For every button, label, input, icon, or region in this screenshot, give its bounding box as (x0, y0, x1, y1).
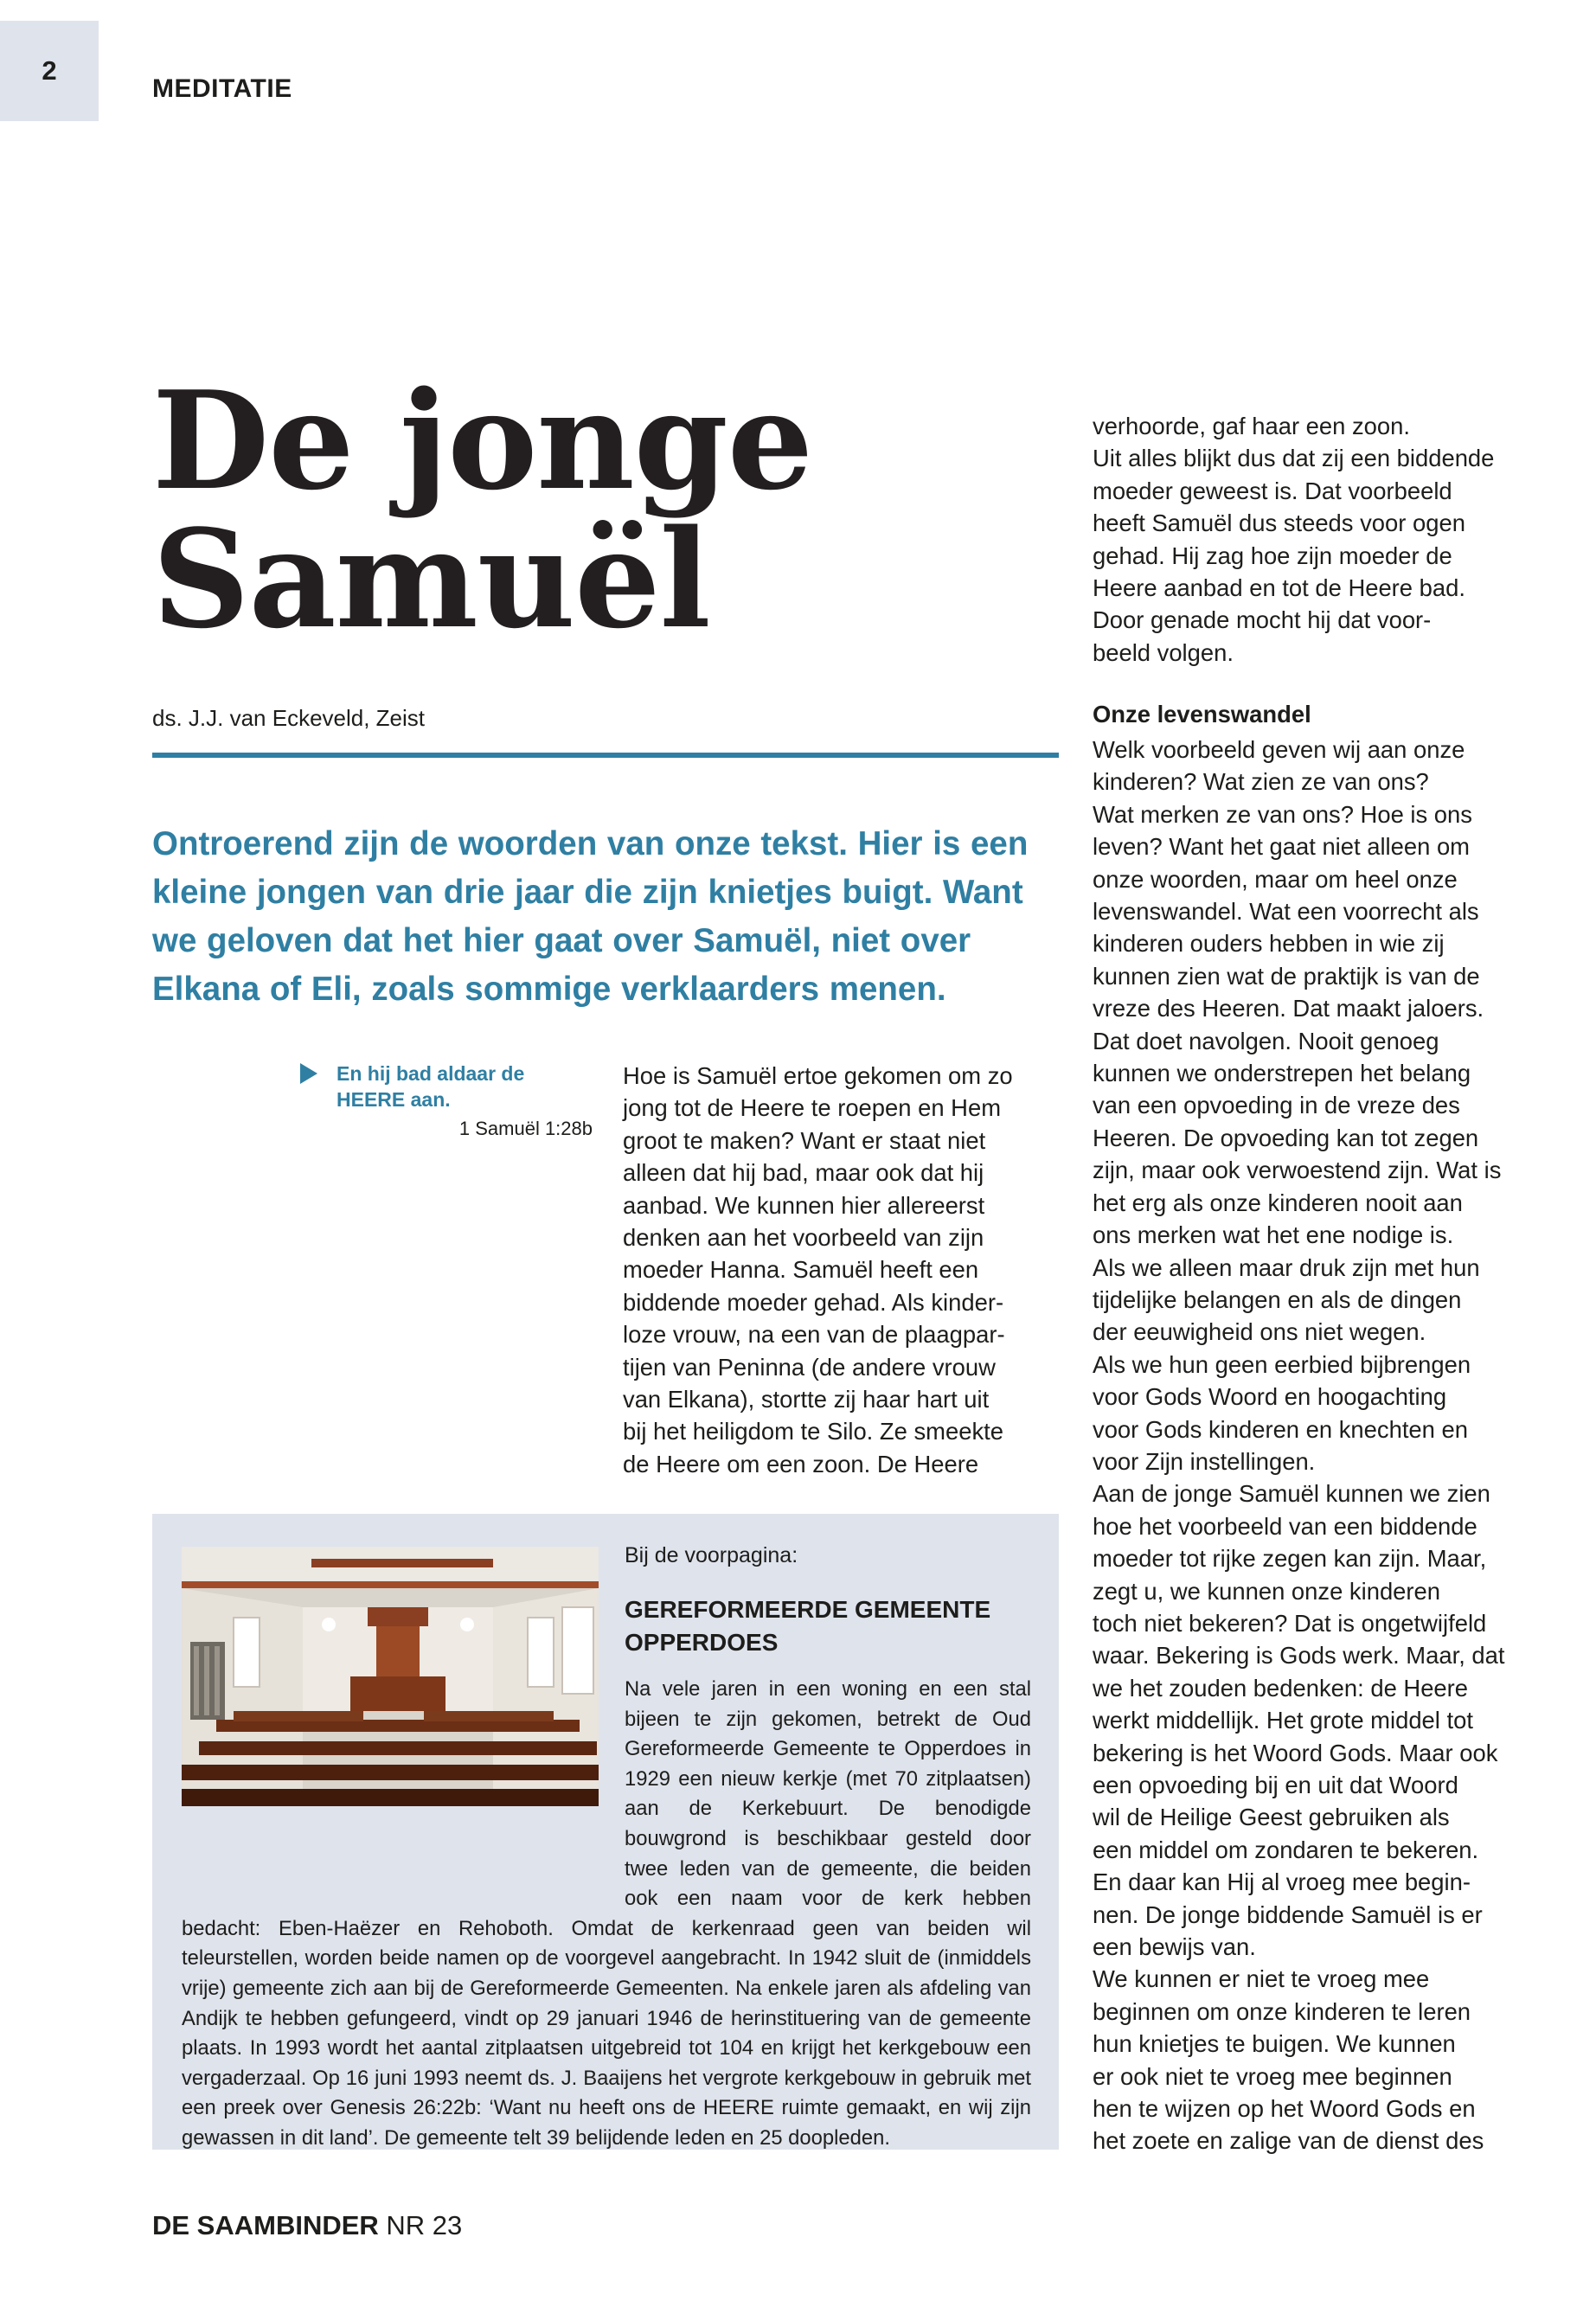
play-triangle-icon (300, 1063, 317, 1084)
article-title (152, 362, 913, 658)
front-page-sidebar (152, 1514, 1059, 2150)
sidebar-body-text: Na vele jaren in een woning en een stal bijeen te zijn gekomen, betrekt de Oud Gereformeerde Gemeente te Opperdoes in 1929 een nieuw kerkje (met 70 zitplaatsen) aan de Kerkebuurt. De benodigde bouwgrond is beschikbaar gesteld door twee leden van de gemeente, die beiden ook een naam voor de kerk hebben bedacht: Eben-Haëzer en Rehoboth. Omdat de kerkenraad geen van beiden wil teleurstellen, worden beide namen op de voorgevel aangebracht. In 1942 sluit de (inmiddels vrije) gemeente zich aan bij de Gereformeerde Gemeenten. Na enkele jaren als afdeling van Andijk te hebben gefungeerd, vindt op 29 januari 1946 de herinstituering van de gemeente plaats. In 1993 wordt het aantal zitplaatsen uitgebreid tot 104 en krijgt het kerkgebouw een vergaderzaal. Op 16 juni 1993 neemt ds. J. Baaijens het vergrote kerkgebouw in gebruik met een preek over Genesis 26:22b: ‘Want nu heeft ons de HEERE ruimte gemaakt, en wij zijn gewassen in dit land’. De gemeente telt 39 belijdende leden en 25 doopleden. (182, 1677, 1031, 2150)
title-line-1: De jonge (152, 362, 813, 520)
photo-spacer (182, 1675, 625, 1889)
body-column-2: Hoe is Samuël ertoe gekomen om zo jong tot de Heere te roepen en Hem groot te maken? Want er staat niet alleen dat hij bad, maar ook dat hij aanbad. We kunnen hier allereerst denken aan het voorbeeld van zijn moeder Hanna. Samuël heeft een biddende moeder gehad. Als kinder- loze vrouw, na een van de plaagpar- tijen van Peninna (de andere vrouw van Elkana), stortte zij haar hart uit bij het heiligdom te Silo. Ze smeekte de Heere om een zoon. De Heere (623, 1062, 1013, 1477)
scripture-quote (298, 1061, 593, 1140)
sidebar-heading-line-2: OPPERDOES (625, 1629, 779, 1656)
sidebar-heading (625, 1593, 1040, 1659)
issue-number: NR 23 (386, 2210, 463, 2240)
title-line-2: Samuël (152, 500, 710, 658)
subheading: Onze levenswandel (1093, 701, 1311, 727)
intro-paragraph: Ontroerend zijn de woorden van onze tekst. Hier is een kleine jongen van drie jaar die zijn knietjes buigt. Want we geloven dat het hier gaat over Samuël, niet over Elkana of Eli, zoals sommige verklaarders menen. (152, 825, 1029, 1008)
footer (152, 2210, 462, 2241)
quote-text-wrapper (298, 1061, 593, 1112)
magazine-name: DE SAAMBINDER (152, 2210, 379, 2240)
author-byline: ds. J.J. van Eckeveld, Zeist (152, 705, 426, 731)
body-column-3: Welk voorbeeld geven wij aan onze kinderen? Wat zien ze van ons? Wat merken ze van ons? Hoe is ons leven? Want het gaat niet alleen om onze woorden, maar om heel onze levenswandel. Wat een voorrecht als kinderen ouders hebben in wie zij kunnen zien wat de praktijk is van de vreze des Heeren. Dat maakt jaloers. Dat doet navolgen. Nooit genoeg kunnen we onderstrepen het belang van een opvoeding in de vreze des Heeren. De opvoeding kan tot zegen zijn, maar ook verwoestend zijn. Wat is het erg als onze kinderen nooit aan ons merken wat het ene nodige is. Als we alleen maar druk zijn met hun tijdelijke belangen en als de dingen der eeuwigheid ons niet wegen. Als we hun geen eerbied bijbrengen voor Gods Woord en hoogachting voor Gods kinderen en knechten en voor Zijn instellingen. Aan de jonge Samuël kunnen we zien hoe het voorbeeld van een biddende moeder tot rijke zegen kan zijn. Maar, zegt u, we kunnen onze kinderen toch niet bekeren? Dat is ongetwijfeld waar. Bekering is Gods werk. Maar, dat we het zouden bedenken: de Heere werkt middellijk. Het grote middel tot bekering is het Woord Gods. Maar ook een opvoeding bij en uit dat Woord wil de Heilige Geest gebruiken als een middel om zondaren te bekeren. En daar kan Hij al vroeg mee begin- nen. De jonge biddende Samuël is er een bewijs van. We kunnen er niet te vroeg mee beginnen om onze kinderen te leren hun knietjes te buigen. We kunnen er ook niet te vroeg mee beginnen hen te wijzen op het Woord Gods en het zoete en zalige van de dienst des (1093, 736, 1505, 2155)
page-number: 2 (0, 21, 99, 121)
sidebar-body (182, 1675, 1031, 2154)
section-label: MEDITATIE (152, 74, 292, 103)
divider-rule (152, 753, 1059, 758)
quote-text: En hij bad aldaar de HEERE aan. (337, 1062, 525, 1111)
body-column-3-top: verhoorde, gaf haar een zoon. Uit alles blijkt dus dat zij een biddende moeder geweest is. Dat voorbeeld heeft Samuël dus steeds voor ogen gehad. Hij zag hoe zijn moeder de Heere aanbad en tot de Heere bad. Door genade mocht hij dat voor- beeld volgen. (1093, 413, 1495, 666)
sidebar-heading-line-1: GEREFORMEERDE GEMEENTE (625, 1596, 991, 1623)
quote-reference: 1 Samuël 1:28b (458, 1118, 593, 1139)
sidebar-label: Bij de voorpagina: (625, 1543, 798, 1567)
